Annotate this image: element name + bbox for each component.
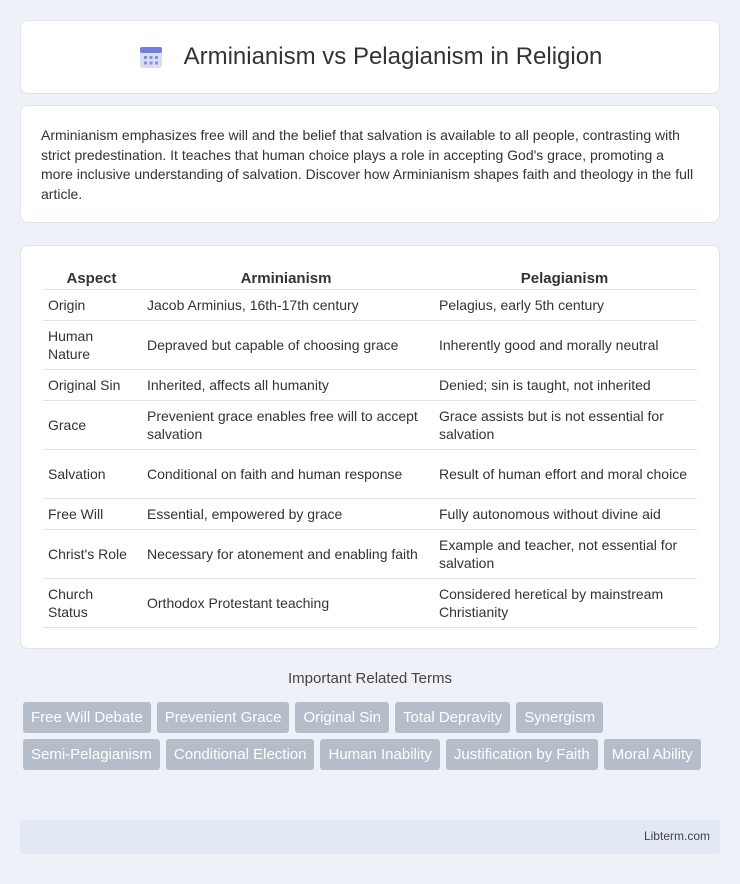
cell-pelagianism: Considered heretical by mainstream Christianity [432,579,697,628]
related-terms-title: Important Related Terms [288,670,452,687]
cell-arminianism: Prevenient grace enables free will to accept salvation [140,401,432,450]
header-pelagianism: Pelagianism [432,266,697,290]
footer-site-link[interactable]: Libterm.com [643,829,710,843]
cell-aspect: Free Will [43,499,140,530]
table-header-row [43,266,697,290]
cell-pelagianism: Fully autonomous without divine aid [432,499,697,530]
comparison-table-card [20,245,720,649]
tag-free-will-debate[interactable]: Free Will Debate [23,702,151,733]
cell-arminianism: Conditional on faith and human response [140,450,432,499]
comparison-table [43,266,697,628]
cell-pelagianism: Pelagius, early 5th century [432,290,697,321]
tag-original-sin[interactable]: Original Sin [295,702,389,733]
cell-aspect: Original Sin [43,370,140,401]
intro-card [20,105,720,223]
cell-pelagianism: Example and teacher, not essential for salvation [432,530,697,579]
cell-aspect: Origin [43,290,140,321]
cell-aspect: Human Nature [43,321,140,370]
table-row [43,370,697,401]
cell-aspect: Christ's Role [43,530,140,579]
page-title: Arminianism vs Pelagianism in Religion [183,43,603,70]
header-arminianism: Arminianism [140,266,432,290]
cell-aspect: Salvation [43,450,140,499]
table-row [43,290,697,321]
tag-semi-pelagianism[interactable]: Semi-Pelagianism [23,739,160,770]
tag-moral-ability[interactable]: Moral Ability [604,739,701,770]
cell-arminianism: Orthodox Protestant teaching [140,579,432,628]
cell-arminianism: Inherited, affects all humanity [140,370,432,401]
cell-arminianism: Necessary for atonement and enabling faith [140,530,432,579]
tag-synergism[interactable]: Synergism [516,702,603,733]
cell-aspect: Grace [43,401,140,450]
table-row [43,321,697,370]
tag-justification-by-faith[interactable]: Justification by Faith [446,739,598,770]
table-row [43,499,697,530]
header-card [20,20,720,94]
cell-arminianism: Jacob Arminius, 16th-17th century [140,290,432,321]
table-row [43,579,697,628]
intro-text: Arminianism emphasizes free will and the belief that salvation is available to all people, contrasting with strict predestination. It teaches that human choice plays a role in accepting God's grace, promoting a more inclusive understanding of salvation. Discover how Arminianism shapes faith and theology in the full article. [41,127,694,202]
table-row [43,450,697,499]
tag-prevenient-grace[interactable]: Prevenient Grace [157,702,290,733]
header-aspect: Aspect [43,266,140,290]
related-terms-list [23,702,723,776]
tag-conditional-election[interactable]: Conditional Election [166,739,315,770]
cell-aspect: Church Status [43,579,140,628]
cell-pelagianism: Inherently good and morally neutral [432,321,697,370]
cell-pelagianism: Denied; sin is taught, not inherited [432,370,697,401]
table-row [43,530,697,579]
table-row [43,401,697,450]
cell-pelagianism: Result of human effort and moral choice [432,450,697,499]
footer [20,820,720,854]
tag-total-depravity[interactable]: Total Depravity [395,702,510,733]
cell-arminianism: Depraved but capable of choosing grace [140,321,432,370]
tag-human-inability[interactable]: Human Inability [320,739,439,770]
cell-pelagianism: Grace assists but is not essential for salvation [432,401,697,450]
cell-arminianism: Essential, empowered by grace [140,499,432,530]
calendar-icon [138,44,164,70]
